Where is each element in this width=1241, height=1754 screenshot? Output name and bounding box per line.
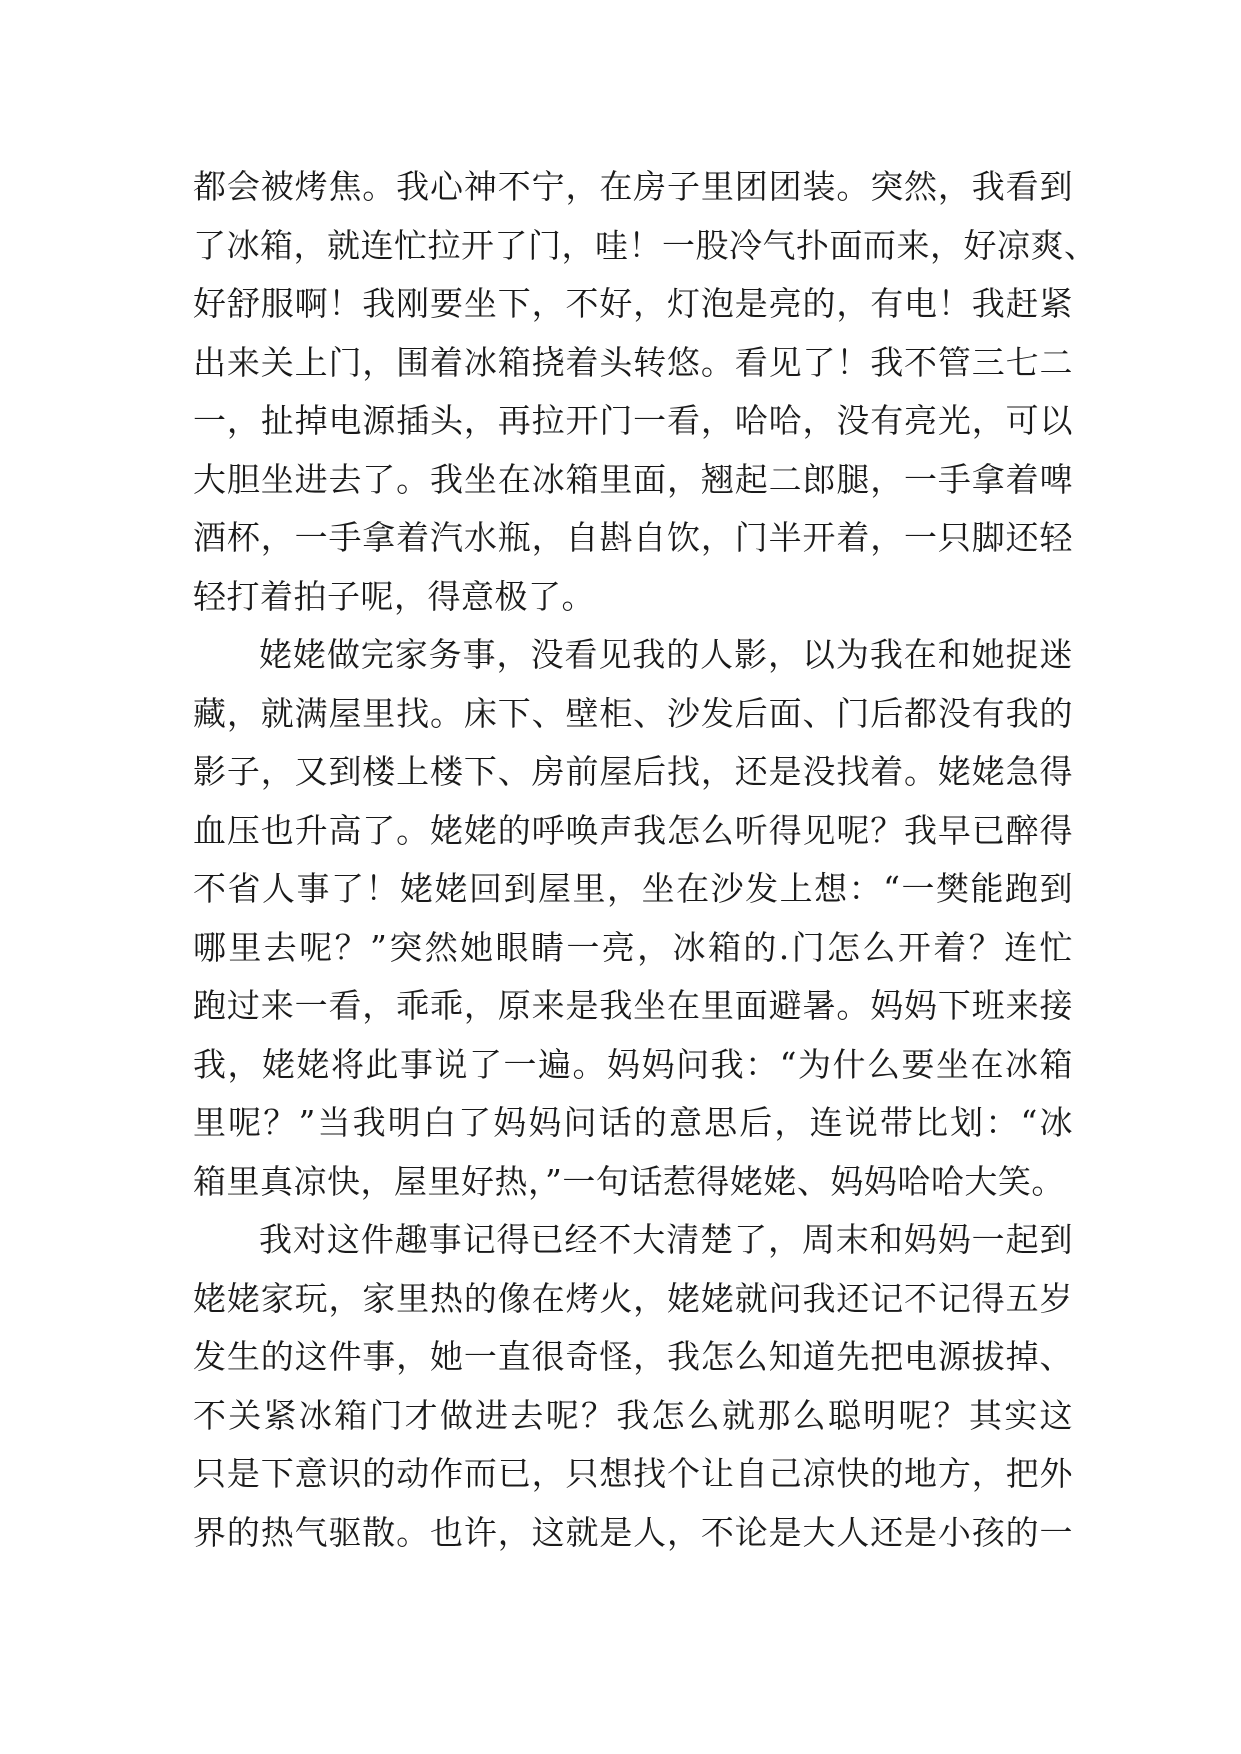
text-line: 影子，又到楼上楼下、房前屋后找，还是没找着。姥姥急得: [193, 752, 1073, 791]
text-line: 了冰箱，就连忙拉开了门，哇！一股冷气扑面而来，好凉爽、: [193, 225, 1098, 265]
body-text: [193, 158, 1098, 1562]
paragraph-3: [193, 1211, 1073, 1562]
text-line: 箱里真凉快，屋里好热，”一句话惹得姥姥、妈妈哈哈大笑。: [193, 1161, 1065, 1201]
text-line: 发生的这件事，她一直很奇怪，我怎么知道先把电源拔掉、: [193, 1337, 1073, 1376]
text-line: 好舒服啊！我刚要坐下，不好，灯泡是亮的，有电！我赶紧: [193, 284, 1073, 323]
text-line: 哪里去呢？”突然她眼睛一亮，冰箱的.门怎么开着？连忙: [193, 927, 1073, 967]
text-line: 藏，就满屋里找。床下、壁柜、沙发后面、门后都没有我的: [193, 693, 1073, 733]
text-line: 出来关上门，围着冰箱挠着头转悠。看见了！我不管三七二: [193, 342, 1073, 382]
paragraph-1: [193, 158, 1098, 626]
text-line: 轻打着拍子呢，得意极了。: [193, 576, 595, 616]
text-line: 我对这件趣事记得已经不大清楚了，周末和妈妈一起到: [259, 1220, 1073, 1259]
text-line: 血压也升高了。姥姥的呼唤声我怎么听得见呢？我早已醉得: [193, 810, 1073, 850]
text-line: 界的热气驱散。也许，这就是人，不论是大人还是小孩的一: [193, 1512, 1073, 1552]
text-line: 大胆坐进去了。我坐在冰箱里面，翘起二郎腿，一手拿着啤: [193, 459, 1073, 499]
text-line: 不关紧冰箱门才做进去呢？我怎么就那么聪明呢？其实这: [193, 1395, 1073, 1435]
text-line: 只是下意识的动作而已，只想找个让自己凉快的地方，把外: [193, 1454, 1073, 1493]
text-line: 跑过来一看，乖乖，原来是我坐在里面避暑。妈妈下班来接: [193, 986, 1073, 1025]
text-line: 里呢？”当我明白了妈妈问话的意思后，连说带比划：“冰: [193, 1103, 1073, 1142]
text-line: 一，扯掉电源插头，再拉开门一看，哈哈，没有亮光，可以: [193, 401, 1073, 440]
text-line: 姥姥做完家务事，没看见我的人影，以为我在和她捉迷: [259, 635, 1073, 674]
text-line: 酒杯，一手拿着汽水瓶，自斟自饮，门半开着，一只脚还轻: [193, 518, 1073, 557]
text-line: 我，姥姥将此事说了一遍。妈妈问我：“为什么要坐在冰箱: [193, 1044, 1073, 1084]
text-line: 都会被烤焦。我心神不宁，在房子里团团装。突然，我看到: [193, 167, 1073, 206]
text-line: 不省人事了！姥姥回到屋里，坐在沙发上想：“一樊能跑到: [193, 869, 1073, 908]
text-line: 姥姥家玩，家里热的像在烤火，姥姥就问我还记不记得五岁: [193, 1278, 1073, 1318]
paragraph-2: [193, 626, 1073, 1211]
